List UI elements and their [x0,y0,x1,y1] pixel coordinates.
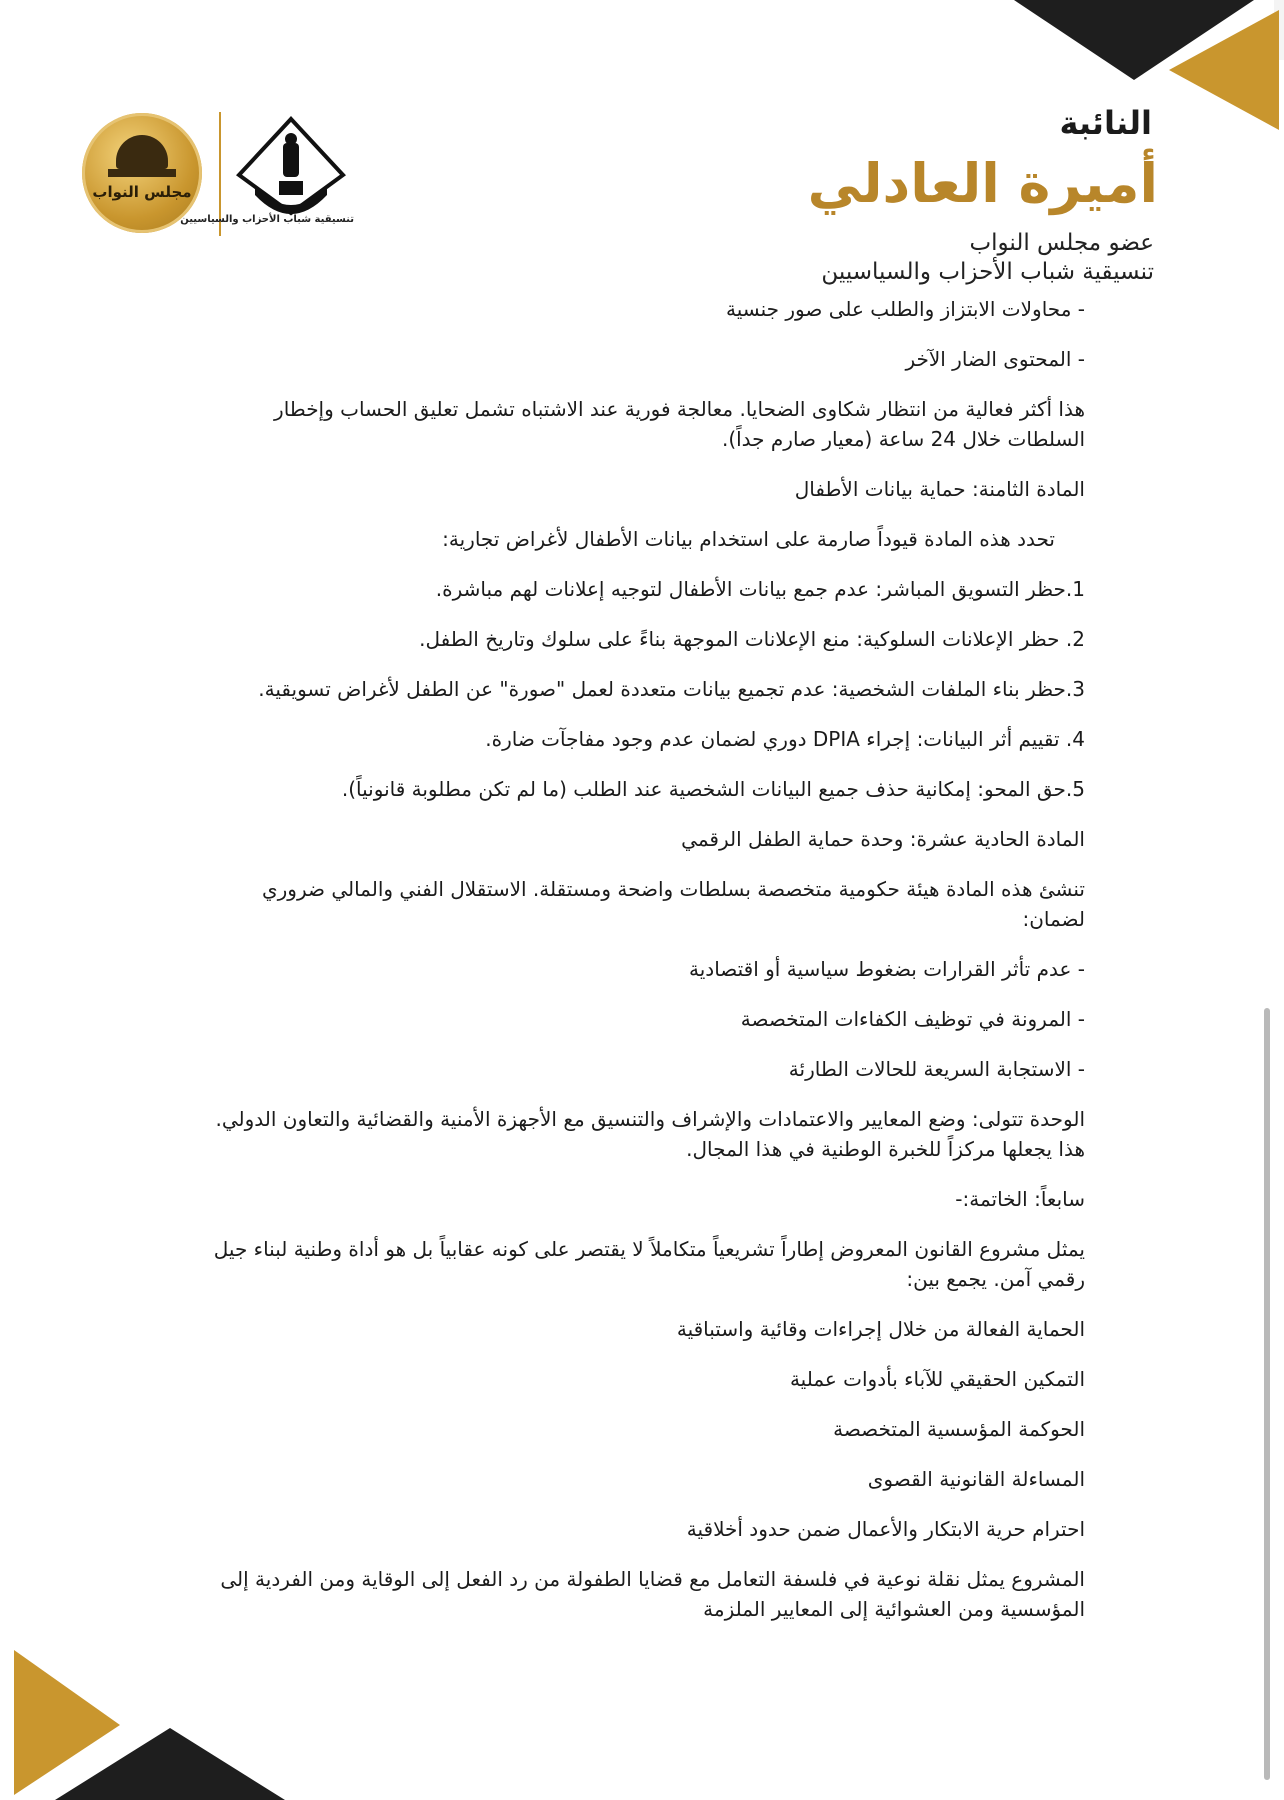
logo-label: تنسيقية شباب الأحزاب والسياسيين [180,214,354,225]
list-item: المساءلة القانونية القصوى [867,1467,1085,1491]
bullet-line: - المرونة في توظيف الكفاءات المتخصصة [740,1007,1085,1031]
seal-base [108,169,176,177]
paragraph: الوحدة تتولى: وضع المعايير والاعتمادات والإشراف والتنسيق مع الأجهزة الأمنية والقضائية والتعاون الدولي. هذا يجعلها مركزاً للخبرة الوطنية في هذا المجال. [215,1107,1085,1161]
header-title-name: أميرة العادلي [807,152,1158,215]
numbered-item: 3.حظر بناء الملفات الشخصية: عدم تجميع بيانات متعددة لعمل "صورة" عن الطفل لأغراض تسويقية. [258,677,1085,701]
list-item: الحماية الفعالة من خلال إجراءات وقائية واستباقية [676,1317,1085,1341]
list-item: الحوكمة المؤسسية المتخصصة [833,1417,1085,1441]
paragraph: تحدد هذه المادة قيوداً صارمة على استخدام بيانات الأطفال لأغراض تجارية: [442,527,1055,551]
paragraph: هذا أكثر فعالية من انتظار شكاوى الضحايا. معالجة فورية عند الاشتباه تشمل تعليق الحساب وإخطار السلطات خلال 24 ساعة (معيار صارم جداً). [274,397,1085,451]
paragraph: المشروع يمثل نقلة نوعية في فلسفة التعامل مع قضايا الطفولة من رد الفعل إلى الوقاية ومن الفردية إلى المؤسسية ومن العشوائية إلى المعايير الملزمة [220,1567,1085,1621]
header-title-small: النائبة [1059,104,1152,142]
numbered-item: 4. تقييم أثر البيانات: إجراء DPIA دوري لضمان عدم وجود مفاجآت ضارة. [485,727,1085,751]
bullet-line: - عدم تأثر القرارات بضغوط سياسية أو اقتصادية [689,957,1085,981]
paragraph: تنشئ هذه المادة هيئة حكومية متخصصة بسلطات واضحة ومستقلة. الاستقلال الفني والمالي ضروري لضمان: [261,877,1085,931]
section-heading: المادة الثامنة: حماية بيانات الأطفال [794,477,1085,501]
seal-label: مجلس النواب [92,183,192,201]
dome-icon [116,135,168,169]
bullet-line: - الاستجابة السريعة للحالات الطارئة [788,1057,1085,1081]
header-subtitle-coordination: تنسيقية شباب الأحزاب والسياسيين [821,259,1154,285]
bullet-line: - المحتوى الضار الآخر [905,347,1085,371]
header-subtitle-parliament: عضو مجلس النواب [969,230,1154,256]
list-item: احترام حرية الابتكار والأعمال ضمن حدود أخلاقية [686,1517,1085,1541]
section-heading: سابعاً: الخاتمة:- [955,1187,1085,1211]
bullet-line: - محاولات الابتزاز والطلب على صور جنسية [726,297,1085,321]
numbered-item: 1.حظر التسويق المباشر: عدم جمع بيانات الأطفال لتوجيه إعلانات لهم مباشرة. [435,577,1085,601]
section-heading: المادة الحادية عشرة: وحدة حماية الطفل الرقمي [681,827,1085,851]
scrollbar[interactable] [1264,1008,1270,1780]
numbered-item: 2. حظر الإعلانات السلوكية: منع الإعلانات الموجهة بناءً على سلوك وتاريخ الطفل. [419,627,1085,651]
document-body [200,294,1085,1644]
list-item: التمكين الحقيقي للآباء بأدوات عملية [789,1367,1085,1391]
paragraph: يمثل مشروع القانون المعروض إطاراً تشريعياً متكاملاً لا يقتصر على كونه عقابياً بل هو أداة وطنية لبناء جيل رقمي آمن. يجمع بين: [213,1237,1085,1291]
bottom-corner-decoration [0,1640,300,1800]
numbered-item: 5.حق المحو: إمكانية حذف جميع البيانات الشخصية عند الطلب (ما لم تكن مطلوبة قانونياً). [341,777,1085,801]
